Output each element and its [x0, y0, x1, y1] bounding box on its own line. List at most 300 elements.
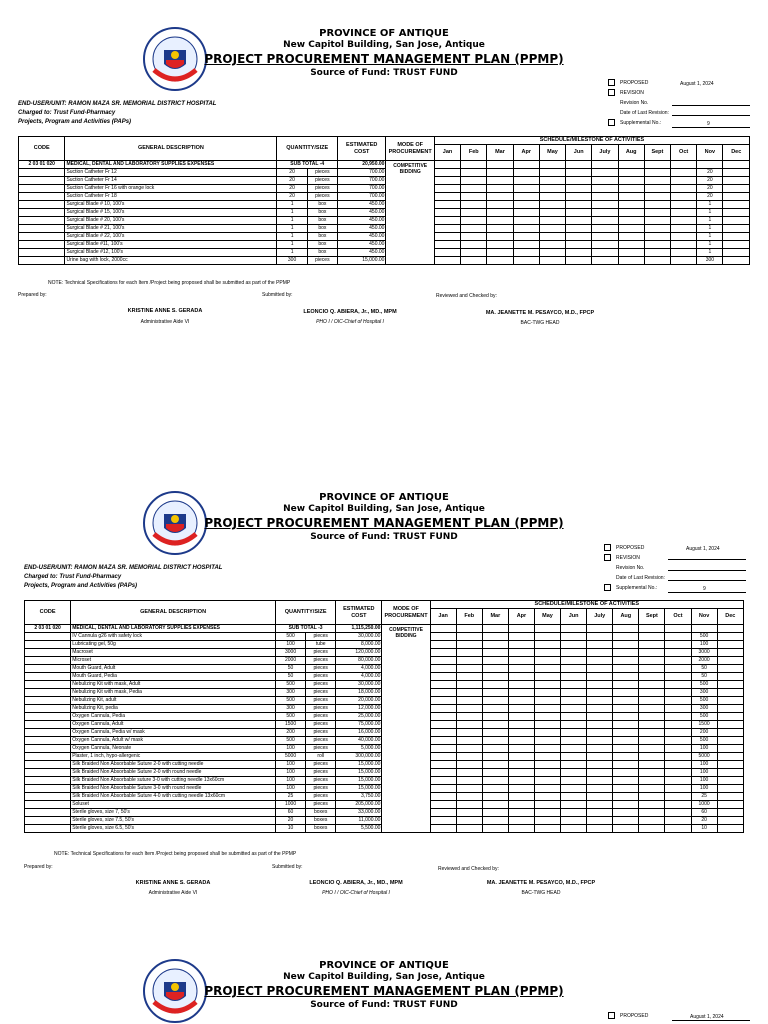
schedule-cell: 1: [697, 249, 723, 257]
preparer-title: Administrative Aide VI: [148, 890, 198, 896]
schedule-cell: 1: [697, 201, 723, 209]
schedule-cell: [665, 705, 691, 713]
schedule-cell: [434, 193, 460, 201]
schedule-cell: [508, 729, 534, 737]
schedule-cell: [717, 641, 743, 649]
note-text: NOTE: Technical Specifications for each Item /Project being proposed shall be submitted as part of the PPMP: [48, 280, 291, 286]
schedule-cell: [639, 673, 665, 681]
item-code: [25, 793, 71, 801]
schedule-cell: [482, 777, 508, 785]
ppmp-page-1: [0, 0, 768, 330]
schedule-cell: [671, 185, 697, 193]
item-description: Surgical Blade # 21, 100's: [65, 225, 277, 233]
schedule-cell: 50: [691, 673, 717, 681]
schedule-cell: [717, 785, 743, 793]
schedule-cell: [487, 209, 513, 217]
schedule-cell: [539, 209, 565, 217]
schedule-cell: [539, 169, 565, 177]
schedule-cell: [482, 817, 508, 825]
item-cost: 18,000.00: [336, 689, 382, 697]
schedule-cell: [723, 209, 750, 217]
schedule-cell: [430, 737, 456, 745]
quantity-header: QUANTITY/SIZE: [276, 601, 336, 625]
schedule-cell: [430, 809, 456, 817]
code-header: CODE: [25, 601, 71, 625]
preparer-title: Administrative Aide VI: [140, 319, 190, 325]
schedule-cell: [587, 673, 613, 681]
schedule-cell: [618, 249, 644, 257]
schedule-cell: [665, 689, 691, 697]
schedule-cell: [639, 777, 665, 785]
schedule-cell: 20: [697, 193, 723, 201]
schedule-cell: [539, 241, 565, 249]
schedule-cell: [534, 681, 560, 689]
item-unit: pieces: [306, 705, 336, 713]
schedule-cell: [723, 225, 750, 233]
schedule-cell: [487, 169, 513, 177]
schedule-cell: 300: [697, 257, 723, 265]
schedule-cell: [430, 657, 456, 665]
schedule-cell: [587, 665, 613, 673]
schedule-cell: 500: [691, 681, 717, 689]
schedule-cell: [534, 705, 560, 713]
schedule-cell: [534, 689, 560, 697]
schedule-cell: [644, 225, 670, 233]
status-date: August 1, 2024: [686, 546, 720, 552]
item-description: Nebulizing Kit with mask, Adult: [71, 681, 276, 689]
reviewed-by-label: Reviewed and Checked by:: [436, 293, 497, 299]
schedule-cell: [434, 209, 460, 217]
schedule-cell: [717, 737, 743, 745]
schedule-cell: [508, 673, 534, 681]
item-description: Oxygen Cannula, Adult w/ mask: [71, 737, 276, 745]
schedule-cell: [665, 801, 691, 809]
schedule-cell: [561, 753, 587, 761]
item-unit: box: [307, 249, 337, 257]
schedule-cell: [587, 745, 613, 753]
schedule-cell: [508, 817, 534, 825]
schedule-cell: [613, 625, 639, 633]
schedule-cell: [613, 809, 639, 817]
schedule-cell: [665, 681, 691, 689]
schedule-cell: [430, 713, 456, 721]
schedule-cell: [613, 665, 639, 673]
item-quantity: 50: [276, 665, 306, 673]
schedule-cell: [434, 257, 460, 265]
schedule-cell: [513, 201, 539, 209]
revision-checkbox-row: [604, 554, 640, 561]
schedule-cell: [482, 665, 508, 673]
subtotal-cost: 20,950.00: [338, 161, 386, 169]
schedule-cell: [717, 761, 743, 769]
schedule-cell: [434, 225, 460, 233]
schedule-cell: [587, 681, 613, 689]
item-cost: 75,000.00: [336, 721, 382, 729]
schedule-cell: [487, 201, 513, 209]
schedule-cell: [723, 233, 750, 241]
revision-checkbox[interactable]: [604, 554, 611, 561]
item-description: Silk Braided Non Absorbable Suture 3-0 with round needle: [71, 785, 276, 793]
schedule-cell: [508, 681, 534, 689]
item-cost: 16,000.00: [336, 729, 382, 737]
schedule-cell: [534, 697, 560, 705]
schedule-cell: [539, 177, 565, 185]
document-title: PROJECT PROCUREMENT MANAGEMENT PLAN (PPMP): [204, 984, 564, 998]
schedule-cell: [592, 193, 618, 201]
schedule-cell: [430, 777, 456, 785]
item-unit: roll: [306, 753, 336, 761]
item-unit: box: [307, 201, 337, 209]
item-cost: 15,000.00: [336, 785, 382, 793]
item-cost: 450.00: [338, 249, 386, 257]
item-description: Sterile gloves, size 7.5, 50's: [71, 817, 276, 825]
schedule-cell: [587, 689, 613, 697]
item-quantity: 300: [276, 689, 306, 697]
schedule-cell: [430, 745, 456, 753]
item-unit: pieces: [306, 737, 336, 745]
schedule-cell: 1000: [691, 801, 717, 809]
schedule-cell: [534, 633, 560, 641]
schedule-cell: [566, 177, 592, 185]
schedule-cell: [592, 201, 618, 209]
item-code: [19, 233, 65, 241]
item-cost: 5,500.00: [336, 825, 382, 833]
schedule-cell: 1: [697, 233, 723, 241]
schedule-cell: [592, 249, 618, 257]
schedule-cell: [508, 665, 534, 673]
item-code: [19, 169, 65, 177]
schedule-cell: [456, 633, 482, 641]
item-quantity: 1: [277, 217, 307, 225]
schedule-cell: [487, 233, 513, 241]
schedule-cell: [430, 625, 456, 633]
schedule-cell: [671, 241, 697, 249]
item-quantity: 50: [276, 673, 306, 681]
schedule-cell: [456, 641, 482, 649]
item-cost: 3,750.00: [336, 793, 382, 801]
item-quantity: 2000: [276, 657, 306, 665]
item-quantity: 1: [277, 209, 307, 217]
item-description: Silk Braided Non Absorbable Suture 2-0 with cutting needle: [71, 761, 276, 769]
schedule-cell: [665, 649, 691, 657]
item-code: [25, 657, 71, 665]
schedule-cell: [613, 633, 639, 641]
schedule-cell: [613, 713, 639, 721]
submitted-by-label: Submitted by:: [272, 864, 303, 870]
item-code: [25, 665, 71, 673]
supplemental-checkbox[interactable]: [608, 119, 615, 126]
month-header: Dec: [717, 609, 743, 625]
province-name: PROVINCE OF ANTIQUE: [319, 960, 449, 971]
schedule-cell: [539, 233, 565, 241]
schedule-cell: [561, 809, 587, 817]
schedule-cell: [534, 745, 560, 753]
item-unit: pieces: [306, 761, 336, 769]
schedule-cell: [534, 777, 560, 785]
schedule-cell: [513, 249, 539, 257]
month-header: Apr: [513, 145, 539, 161]
schedule-cell: [430, 769, 456, 777]
schedule-cell: [613, 697, 639, 705]
item-description: Surgical Blade # 22, 100's: [65, 233, 277, 241]
item-code: [25, 681, 71, 689]
schedule-cell: [539, 257, 565, 265]
schedule-cell: [592, 209, 618, 217]
source-of-fund: Source of Fund: TRUST FUND: [310, 532, 458, 542]
schedule-cell: [717, 657, 743, 665]
item-quantity: 500: [276, 681, 306, 689]
schedule-cell: [613, 657, 639, 665]
schedule-cell: [613, 801, 639, 809]
schedule-cell: [561, 697, 587, 705]
schedule-cell: [665, 657, 691, 665]
item-unit: pieces: [306, 689, 336, 697]
schedule-cell: [665, 785, 691, 793]
schedule-cell: [482, 721, 508, 729]
schedule-cell: [508, 641, 534, 649]
schedule-cell: [639, 689, 665, 697]
schedule-cell: [482, 625, 508, 633]
schedule-cell: [717, 817, 743, 825]
schedule-cell: [723, 217, 750, 225]
item-description: IV Cannula g26 with safety lock: [71, 633, 276, 641]
schedule-cell: [665, 761, 691, 769]
category-name: MEDICAL, DENTAL AND LABORATORY SUPPLIES EXPENSES: [71, 625, 276, 633]
preparer-name: KRISTINE ANNE S. GERADA: [127, 308, 203, 314]
schedule-cell: [665, 793, 691, 801]
schedule-cell: [639, 825, 665, 833]
schedule-cell: [566, 185, 592, 193]
item-description: Urine bag with lock, 2000cc: [65, 257, 277, 265]
schedule-cell: [461, 209, 487, 217]
schedule-cell: [644, 209, 670, 217]
schedule-cell: [723, 193, 750, 201]
ppmp-page-2: [0, 464, 768, 904]
schedule-cell: [534, 753, 560, 761]
month-header: Feb: [461, 145, 487, 161]
schedule-cell: [665, 769, 691, 777]
item-code: [19, 201, 65, 209]
item-description: Sterile gloves, size 6.5, 50's: [71, 825, 276, 833]
schedule-cell: [434, 217, 460, 225]
item-unit: tube: [306, 641, 336, 649]
schedule-cell: [482, 737, 508, 745]
item-code: [19, 257, 65, 265]
month-header: Aug: [613, 609, 639, 625]
schedule-cell: [587, 809, 613, 817]
schedule-cell: [592, 217, 618, 225]
schedule-cell: [534, 641, 560, 649]
description-header: GENERAL DESCRIPTION: [71, 601, 276, 625]
subtotal-label: SUB TOTAL -3: [276, 625, 336, 633]
schedule-cell: [513, 161, 539, 169]
ppmp-table: [24, 600, 744, 833]
schedule-cell: 60: [691, 809, 717, 817]
schedule-cell: [665, 729, 691, 737]
schedule-cell: [587, 649, 613, 657]
schedule-cell: [513, 217, 539, 225]
schedule-cell: [665, 697, 691, 705]
schedule-cell: [482, 697, 508, 705]
item-cost: 700.00: [338, 169, 386, 177]
item-quantity: 500: [276, 697, 306, 705]
charged-to: Charged to: Trust Fund-Pharmacy: [18, 110, 116, 116]
revision-checkbox[interactable]: [608, 89, 615, 96]
proposed-checkbox-row: [608, 79, 648, 86]
schedule-cell: [644, 185, 670, 193]
schedule-cell: [487, 177, 513, 185]
schedule-cell: [671, 177, 697, 185]
revision-no-label: Revision No.: [616, 565, 645, 571]
schedule-cell: [456, 625, 482, 633]
schedule-cell: [618, 257, 644, 265]
item-unit: box: [307, 225, 337, 233]
schedule-cell: [665, 777, 691, 785]
schedule-cell: [639, 817, 665, 825]
schedule-cell: [456, 785, 482, 793]
schedule-cell: [613, 793, 639, 801]
subtotal-label: SUB TOTAL -4: [277, 161, 338, 169]
end-user: END-USER/UNIT: RAMON MAZA SR. MEMORIAL DISTRICT HOSPITAL: [18, 101, 217, 107]
schedule-cell: [613, 737, 639, 745]
category-row: [19, 161, 750, 169]
schedule-cell: [461, 185, 487, 193]
item-code: [19, 209, 65, 217]
schedule-cell: [587, 737, 613, 745]
schedule-cell: [665, 641, 691, 649]
item-code: [19, 249, 65, 257]
address: New Capitol Building, San Jose, Antique: [283, 40, 485, 50]
schedule-cell: [456, 793, 482, 801]
item-cost: 8,000.00: [336, 641, 382, 649]
schedule-cell: [644, 201, 670, 209]
source-of-fund: Source of Fund: TRUST FUND: [310, 68, 458, 78]
schedule-cell: [639, 721, 665, 729]
month-header: Jun: [561, 609, 587, 625]
schedule-cell: [482, 649, 508, 657]
schedule-cell: [639, 737, 665, 745]
schedule-cell: 200: [691, 729, 717, 737]
table-row: [19, 257, 750, 265]
schedule-cell: [665, 825, 691, 833]
schedule-cell: [534, 721, 560, 729]
submitter-name: LEONCIO Q. ABIERA, Jr., MD., MPM: [303, 309, 397, 315]
source-of-fund: Source of Fund: TRUST FUND: [310, 1000, 458, 1010]
schedule-cell: [587, 721, 613, 729]
schedule-cell: 500: [691, 697, 717, 705]
item-code: [25, 697, 71, 705]
schedule-cell: [587, 633, 613, 641]
schedule-cell: [587, 777, 613, 785]
item-description: Lubricating gel, 50g: [71, 641, 276, 649]
item-unit: box: [307, 217, 337, 225]
schedule-cell: [671, 193, 697, 201]
proposed-checkbox[interactable]: [608, 79, 615, 86]
schedule-cell: [566, 193, 592, 201]
schedule-cell: [566, 217, 592, 225]
proposed-checkbox[interactable]: [604, 544, 611, 551]
month-header: Dec: [723, 145, 750, 161]
schedule-cell: [513, 177, 539, 185]
schedule-cell: [613, 729, 639, 737]
item-quantity: 1: [277, 201, 307, 209]
schedule-cell: [456, 809, 482, 817]
item-cost: 25,000.00: [336, 713, 382, 721]
item-quantity: 1: [277, 225, 307, 233]
schedule-cell: [456, 753, 482, 761]
schedule-cell: [561, 633, 587, 641]
schedule-cell: [534, 785, 560, 793]
item-cost: 4,000.00: [336, 665, 382, 673]
schedule-cell: [717, 705, 743, 713]
item-quantity: 1: [277, 233, 307, 241]
schedule-cell: [671, 161, 697, 169]
item-cost: 700.00: [338, 185, 386, 193]
proposed-checkbox[interactable]: [608, 1012, 615, 1019]
schedule-cell: [592, 177, 618, 185]
schedule-cell: [482, 729, 508, 737]
schedule-cell: [487, 185, 513, 193]
schedule-cell: [717, 681, 743, 689]
schedule-cell: [587, 753, 613, 761]
item-quantity: 500: [276, 633, 306, 641]
item-description: Surgical Blade # 10, 100's: [65, 201, 277, 209]
schedule-cell: [482, 809, 508, 817]
schedule-cell: [613, 769, 639, 777]
revision-label: REVISION: [620, 89, 644, 96]
supplemental-checkbox[interactable]: [604, 584, 611, 591]
item-code: [25, 777, 71, 785]
status-date: August 1, 2024: [690, 1014, 724, 1020]
item-description: Nebulizing Kit, pedia: [71, 705, 276, 713]
schedule-cell: [539, 185, 565, 193]
item-code: [25, 761, 71, 769]
schedule-cell: [430, 753, 456, 761]
schedule-cell: [671, 217, 697, 225]
item-cost: 15,000.00: [336, 769, 382, 777]
schedule-cell: [456, 681, 482, 689]
date-last-revision-label: Date of Last Revision:: [620, 110, 669, 116]
schedule-cell: [717, 793, 743, 801]
schedule-cell: [665, 673, 691, 681]
schedule-cell: [639, 745, 665, 753]
schedule-cell: [613, 753, 639, 761]
schedule-cell: [561, 665, 587, 673]
schedule-cell: [587, 729, 613, 737]
item-unit: pieces: [306, 649, 336, 657]
schedule-cell: [566, 225, 592, 233]
schedule-cell: [461, 233, 487, 241]
schedule-cell: 500: [691, 713, 717, 721]
schedule-cell: [717, 625, 743, 633]
schedule-cell: [456, 825, 482, 833]
schedule-cell: [613, 649, 639, 657]
schedule-cell: [434, 177, 460, 185]
supplemental-checkbox-row: [608, 119, 661, 126]
schedule-cell: [539, 201, 565, 209]
schedule-cell: [639, 729, 665, 737]
schedule-cell: [434, 241, 460, 249]
schedule-cell: [644, 161, 670, 169]
schedule-cell: [482, 681, 508, 689]
schedule-cell: [639, 649, 665, 657]
item-description: Oxygen Cannula, Pedia w/ mask: [71, 729, 276, 737]
schedule-cell: [430, 705, 456, 713]
schedule-cell: 1: [697, 217, 723, 225]
item-quantity: 500: [276, 713, 306, 721]
schedule-cell: [717, 769, 743, 777]
month-header: July: [587, 609, 613, 625]
